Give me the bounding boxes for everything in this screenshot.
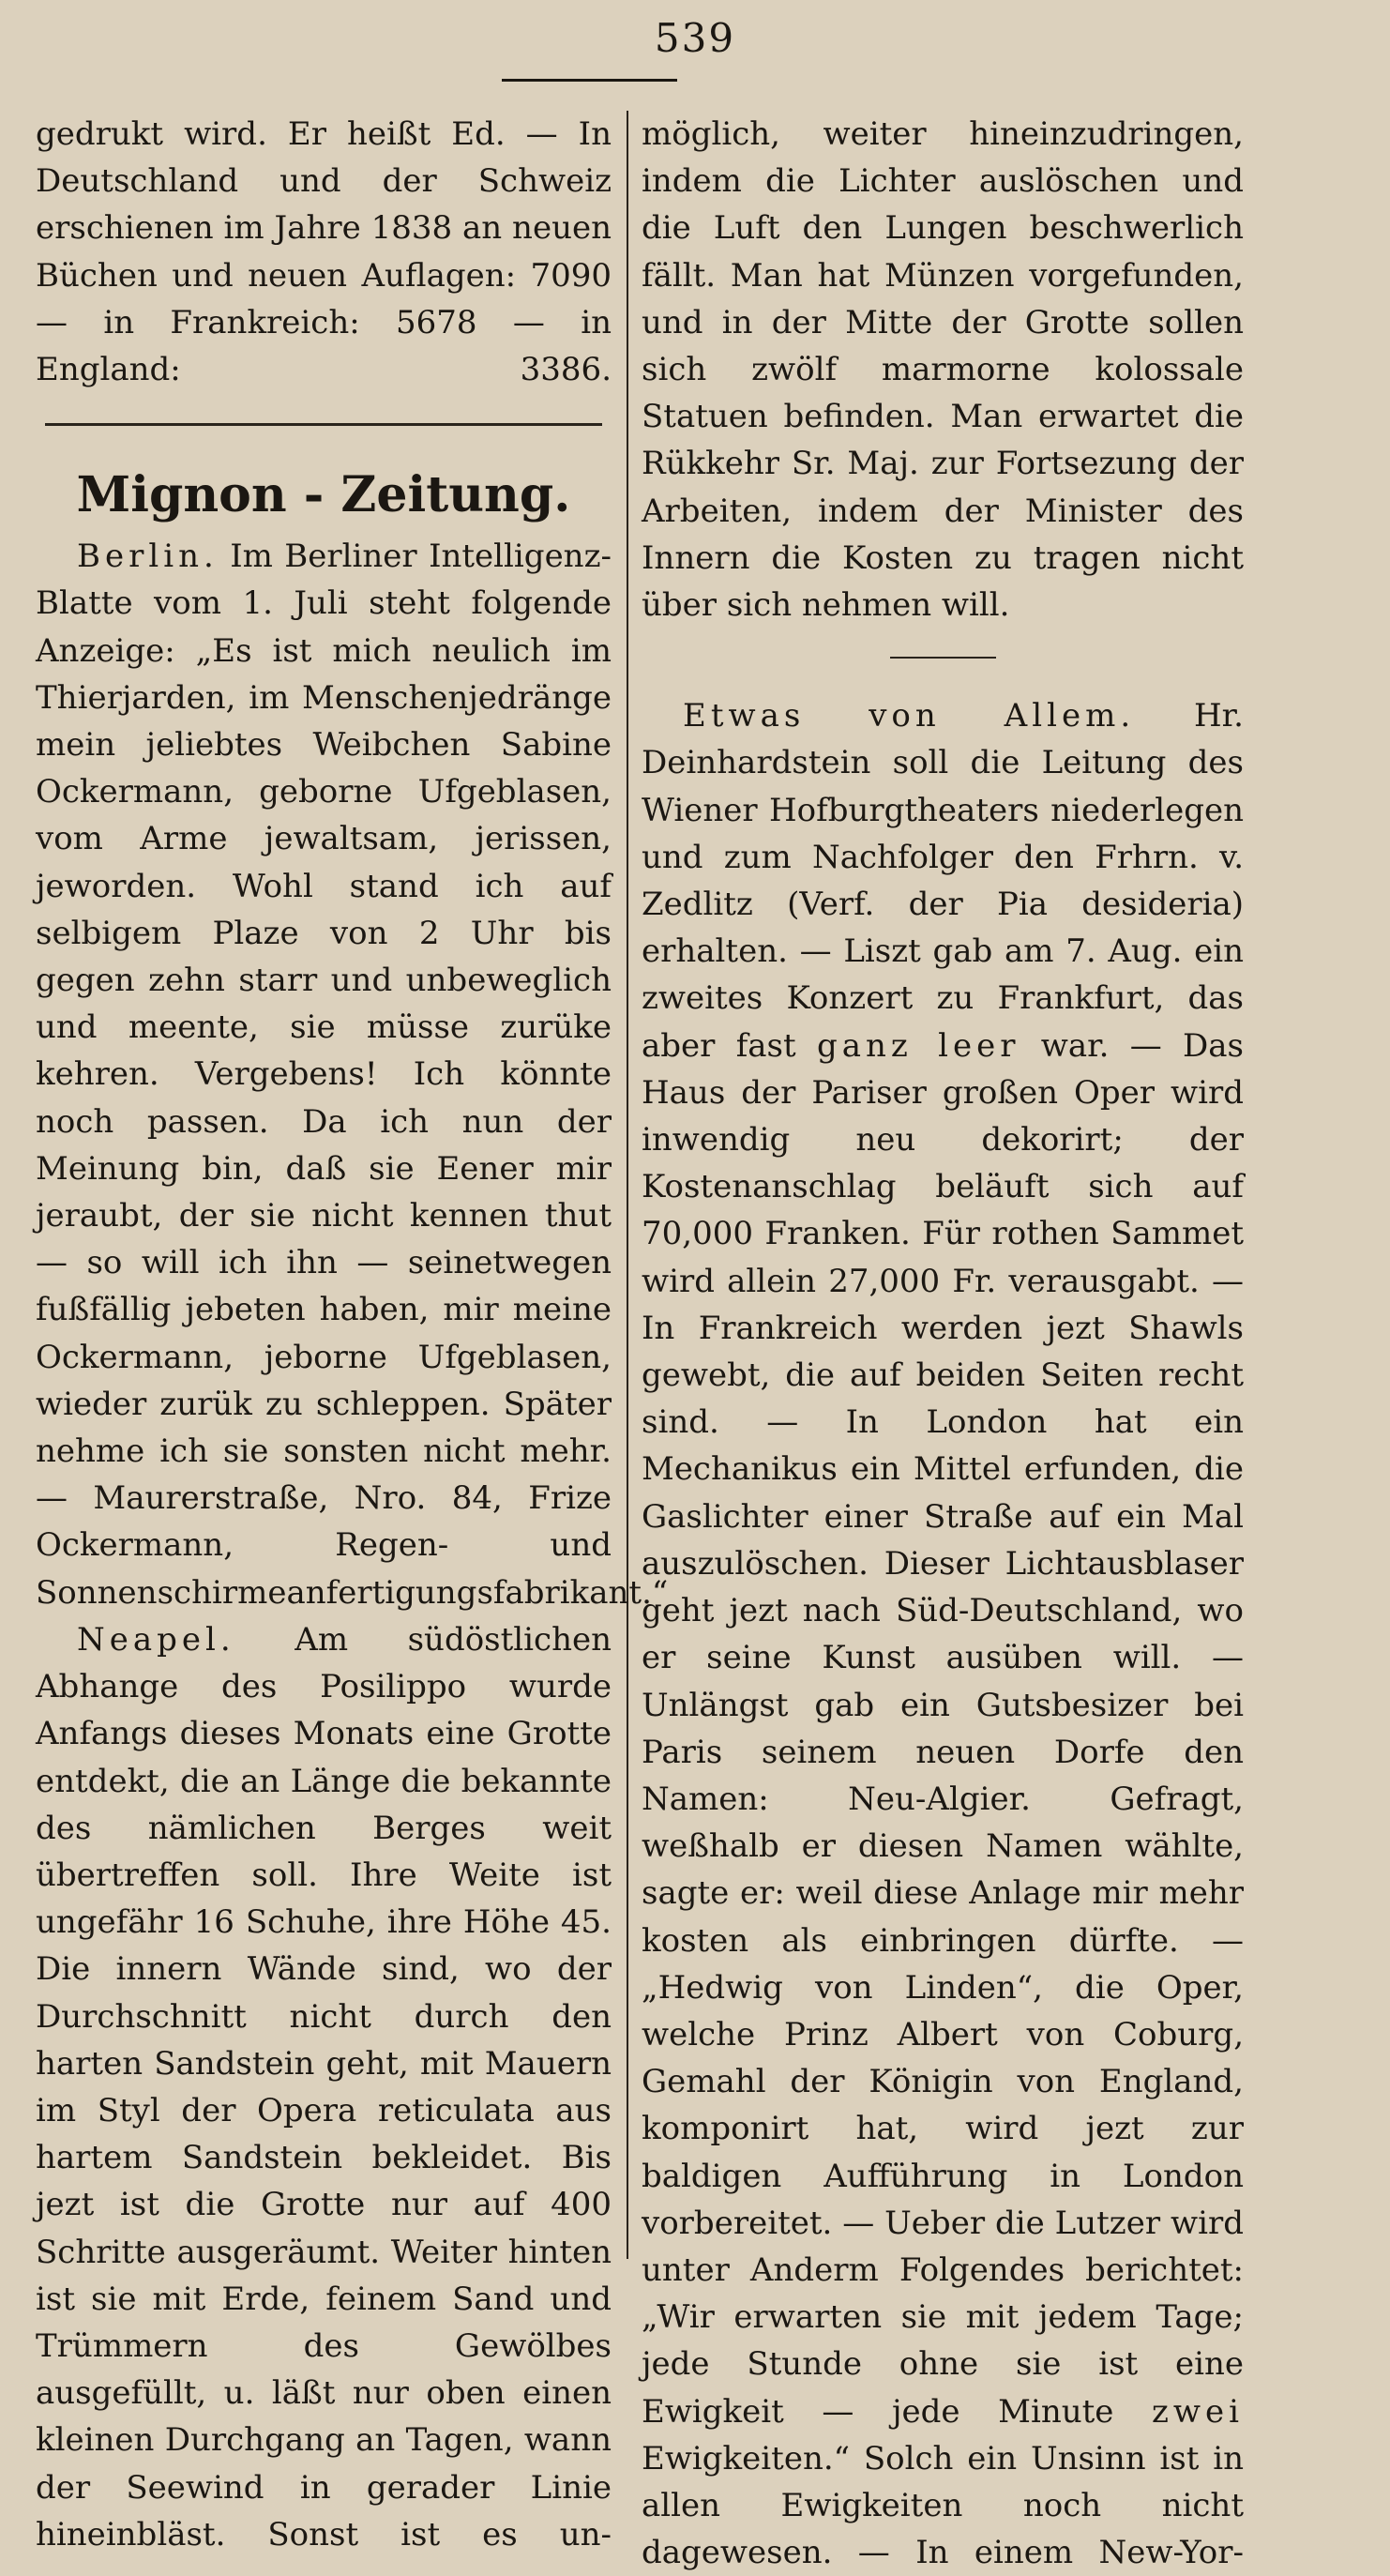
- article-body-neapel: Am südöstlichen Abhange des Posilippo wurde Anfangs dieses Monats eine Grotte entdekt, die an Länge die bekannte des nämlichen Berges weit übertreffen soll. Ihre Weite ist ungefähr 16 Schuhe, ihre Höhe 45. Die innern Wände sind, wo der Durchschnitt nicht durch den harten Sandstein geht, mit Mauern im Styl der Opera reticulata aus hartem Sandstein bekleidet. Bis jezt ist die Grotte nur auf 400 Schritte ausgeräumt. Weiter hinten ist sie mit Erde, feinem Sand und Trümmern des Gewölbes ausgefüllt, u. läßt nur oben einen kleinen Durchgang an Tagen, wann der Seewind in gerader Linie hineinbläst. Sonst ist es un-: [36, 1620, 612, 2553]
- section-rule: [45, 423, 602, 426]
- article-place-allem: Etwas von Allem.: [683, 697, 1136, 735]
- article-body-allem-a: Hr. Deinhardstein soll die Leitung des Wiener Hofburgtheaters niederlegen und zum Nachfolger den Frhrn. v. Zedlitz (Verf. der Pia desideria) erhalten. — Liszt gab am 7. Aug. ein zweites Konzert zu Frankfurt, das aber fast: [642, 697, 1244, 1065]
- article-body-allem-b: war. — Das Haus der Pariser großen Oper wird inwendig neu dekorirt; der Kostenanschlag beläuft sich auf 70,000 Franken. Für rothen Sammet wird allein 27,000 Fr. verausgabt. — In Frankreich werden jezt Shawls gewebt, die auf beiden Seiten recht sind. — In London hat ein Mechanikus ein Mittel erfunden, die Gaslichter einer Straße auf ein Mal auszulöschen. Dieser Lichtausblaser geht jezt nach Süd-Deutschland, wo er seine Kunst ausüben will. — Unlängst gab ein Gutsbesizer bei Paris seinem neuen Dorfe den Namen: Neu-Algier. Gefragt, weßhalb er diesen Namen wählte, sagte er: weil diese Anlage mir mehr kosten als einbringen dürfte. — „Hedwig von Linden“, die Oper, welche Prinz Albert von Coburg, Gemahl der Königin von England, komponirt hat, wird jezt zur baldigen Aufführung in London vorbereitet. — Ueber die Lutzer wird unter Anderm Folgendes berichtet: „Wir erwarten sie mit jedem Tage; jede Stunde ohne sie ist eine Ewigkeit — jede Minute: [642, 1026, 1244, 2431]
- article-place-neapel: Neapel.: [77, 1620, 235, 1659]
- article-place-berlin: Berlin.: [77, 538, 219, 576]
- article-separator-rule: [890, 657, 996, 659]
- page-number: 539: [654, 15, 736, 61]
- article-body-allem-c: Ewigkeiten.“ Solch ein Unsinn ist in allen Ewigkeiten noch nicht dagewesen. — In einem New-Yor-: [642, 2439, 1244, 2572]
- right-column: [642, 111, 1244, 2576]
- article-body-berlin: Im Berliner Intelligenz-Blatte vom 1. Juli steht folgende Anzeige: „Es ist mich neulich im Thierjarden, im Menschenjedränge mein jeliebtes Weibchen Sabine Ockermann, geborne Ufgeblasen, vom Arme jewaltsam, jerissen, jeworden. Wohl stand ich auf selbigem Plaze von 2 Uhr bis gegen zehn starr und unbeweglich und meente, sie müsse zurüke kehren. Vergebens! Ich könnte noch passen. Da ich nun der Meinung bin, daß sie Eener mir jeraubt, der sie nicht kennen thut — so will ich ihn — seinetwegen fußfällig jebeten haben, mir meine Ockermann, jeborne Ufgeblasen, wieder zurük zu schleppen. Später nehme ich sie sonsten nicht mehr. — Maurerstraße, Nro. 84, Frize Ockermann, Regen- und Sonnenschirmeanfertigungsfabrikant.“: [36, 538, 669, 1612]
- article-neapel: [36, 1616, 612, 2558]
- article-berlin: [36, 533, 669, 1616]
- article-neapel-continued: möglich, weiter hineinzudringen, indem die Lichter auslöschen und die Luft den Lungen beschwerlich fällt. Man hat Münzen vorgefunden, und in der Mitte der Grotte sollen sich zwölf marmorne kolossale Statuen befinden. Man erwartet die Rükkehr Sr. Maj. zur Fortsezung der Arbeiten, indem der Minister des Innern die Kosten zu tragen nicht über sich nehmen will.: [642, 115, 1244, 625]
- article-allem: [642, 692, 1244, 2576]
- emphasis-zwei: zwei: [1151, 2392, 1244, 2431]
- masthead-title: Mignon - Zeitung.: [76, 466, 571, 524]
- header-rule: [502, 79, 677, 82]
- left-column: [36, 111, 669, 2558]
- continued-paragraph: gedrukt wird. Er heißt Ed. — In Deutschland und der Schweiz erschienen im Jahre 1838 an neuen Büchen und neuen Auflagen: 7090 — in Frankreich: 5678 — in England: 3386.: [36, 115, 612, 389]
- column-divider: [627, 111, 628, 2259]
- emphasis-ganz-leer: ganz leer: [816, 1026, 1020, 1065]
